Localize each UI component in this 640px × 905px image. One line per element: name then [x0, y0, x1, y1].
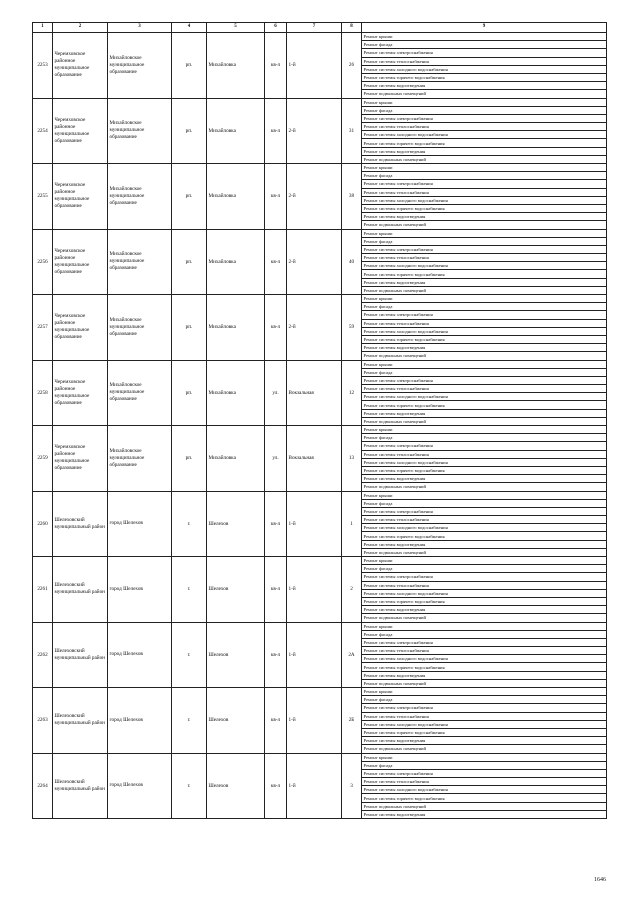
street-type: ул.: [265, 426, 287, 492]
work-type: Ремонт фасада: [362, 368, 607, 376]
work-type: Ремонт системы холодного водоснабжения: [362, 262, 607, 270]
record-number: 2255: [33, 164, 53, 230]
header-cell: 5: [207, 23, 265, 33]
work-type: Ремонт системы горячего водоснабжения: [362, 597, 607, 605]
work-type: Ремонт крыши: [362, 360, 607, 368]
work-type: Ремонт фасада: [362, 696, 607, 704]
table-row: [33, 753, 607, 761]
table-row: [33, 688, 607, 696]
record-number: 2260: [33, 491, 53, 557]
work-type: Ремонт системы горячего водоснабжения: [362, 139, 607, 147]
work-type: Ремонт подвальных помещений: [362, 221, 607, 229]
work-type: Ремонт системы теплоснабжения: [362, 516, 607, 524]
work-type: Ремонт системы холодного водоснабжения: [362, 393, 607, 401]
house-number: 3: [342, 753, 362, 819]
work-type: Ремонт подвальных помещений: [362, 286, 607, 294]
settlement-name: Михайловское муниципальное образование: [108, 164, 172, 230]
work-type: Ремонт системы водоотведения: [362, 409, 607, 417]
locality-name: Шелехов: [207, 753, 265, 819]
work-type: Ремонт фасада: [362, 499, 607, 507]
house-number: 1: [342, 491, 362, 557]
work-type: Ремонт системы водоотведения: [362, 278, 607, 286]
header-cell: 7: [287, 23, 342, 33]
locality-name: Михайловка: [207, 164, 265, 230]
work-type: Ремонт подвальных помещений: [362, 548, 607, 556]
district-name: Шелеховский муниципальный район: [53, 753, 108, 819]
locality-type: г.: [172, 622, 207, 688]
record-number: 2263: [33, 688, 53, 754]
header-cell: 6: [265, 23, 287, 33]
work-type: Ремонт системы горячего водоснабжения: [362, 663, 607, 671]
settlement-name: город Шелехов: [108, 622, 172, 688]
street-name: Вокзальная: [287, 360, 342, 426]
work-type: Ремонт системы электроснабжения: [362, 507, 607, 515]
work-type: Ремонт подвальных помещений: [362, 155, 607, 163]
work-type: Ремонт системы электроснабжения: [362, 114, 607, 122]
work-type: Ремонт подвальных помещений: [362, 417, 607, 425]
work-type: Ремонт системы горячего водоснабжения: [362, 204, 607, 212]
table-row: [33, 491, 607, 499]
record-number: 2253: [33, 33, 53, 99]
work-type: Ремонт фасада: [362, 172, 607, 180]
locality-name: Шелехов: [207, 688, 265, 754]
settlement-name: город Шелехов: [108, 753, 172, 819]
work-type: Ремонт системы водоотведения: [362, 475, 607, 483]
street-type: ул.: [265, 360, 287, 426]
work-type: Ремонт крыши: [362, 753, 607, 761]
house-number: 26: [342, 33, 362, 99]
record-number: 2257: [33, 295, 53, 361]
work-type: Ремонт системы холодного водоснабжения: [362, 196, 607, 204]
work-type: Ремонт системы горячего водоснабжения: [362, 401, 607, 409]
work-type: Ремонт системы водоотведения: [362, 147, 607, 155]
district-name: Черемховское районное муниципальное образование: [53, 229, 108, 295]
record-number: 2264: [33, 753, 53, 819]
work-type: Ремонт крыши: [362, 688, 607, 696]
locality-type: рп.: [172, 98, 207, 164]
header-cell: 8: [342, 23, 362, 33]
table-row: [33, 98, 607, 106]
house-number: 2Б: [342, 688, 362, 754]
work-type: Ремонт системы водоотведения: [362, 810, 607, 818]
locality-type: рп.: [172, 33, 207, 99]
settlement-name: Михайловское муниципальное образование: [108, 426, 172, 492]
header-cell: 3: [108, 23, 172, 33]
work-type: Ремонт системы холодного водоснабжения: [362, 524, 607, 532]
locality-type: г.: [172, 753, 207, 819]
work-type: Ремонт системы водоотведения: [362, 737, 607, 745]
house-number: 2А: [342, 622, 362, 688]
work-type: Ремонт крыши: [362, 491, 607, 499]
street-name: 1-й: [287, 557, 342, 623]
work-type: Ремонт подвальных помещений: [362, 614, 607, 622]
street-name: 2-й: [287, 229, 342, 295]
work-type: Ремонт фасада: [362, 237, 607, 245]
street-name: 2-й: [287, 164, 342, 230]
work-type: Ремонт системы теплоснабжения: [362, 712, 607, 720]
work-type: Ремонт системы электроснабжения: [362, 376, 607, 384]
work-type: Ремонт системы теплоснабжения: [362, 647, 607, 655]
locality-name: Шелехов: [207, 491, 265, 557]
work-type: Ремонт системы теплоснабжения: [362, 57, 607, 65]
work-type: Ремонт крыши: [362, 164, 607, 172]
record-number: 2261: [33, 557, 53, 623]
work-type: Ремонт системы теплоснабжения: [362, 385, 607, 393]
street-type: кв-л: [265, 622, 287, 688]
work-type: Ремонт системы теплоснабжения: [362, 188, 607, 196]
locality-name: Михайловка: [207, 295, 265, 361]
locality-type: рп.: [172, 295, 207, 361]
header-cell: 2: [53, 23, 108, 33]
work-type: Ремонт системы электроснабжения: [362, 49, 607, 57]
work-type: Ремонт системы теплоснабжения: [362, 581, 607, 589]
work-type: Ремонт системы холодного водоснабжения: [362, 720, 607, 728]
locality-type: рп.: [172, 229, 207, 295]
street-type: кв-л: [265, 98, 287, 164]
house-number: 38: [342, 164, 362, 230]
district-name: Шелеховский муниципальный район: [53, 491, 108, 557]
district-name: Черемховское районное муниципальное образование: [53, 295, 108, 361]
house-number: 13: [342, 426, 362, 492]
district-name: Шелеховский муниципальный район: [53, 557, 108, 623]
street-type: кв-л: [265, 164, 287, 230]
table-row: [33, 229, 607, 237]
locality-name: Шелехов: [207, 557, 265, 623]
work-type: Ремонт крыши: [362, 557, 607, 565]
district-name: Черемховское районное муниципальное образование: [53, 426, 108, 492]
work-type: Ремонт фасада: [362, 303, 607, 311]
work-type: Ремонт фасада: [362, 41, 607, 49]
street-name: 1-й: [287, 753, 342, 819]
work-type: Ремонт фасада: [362, 434, 607, 442]
district-name: Черемховское районное муниципальное образование: [53, 33, 108, 99]
district-name: Черемховское районное муниципальное образование: [53, 98, 108, 164]
house-number: 31: [342, 98, 362, 164]
work-type: Ремонт системы электроснабжения: [362, 245, 607, 253]
record-number: 2262: [33, 622, 53, 688]
work-type: Ремонт системы водоотведения: [362, 344, 607, 352]
work-type: Ремонт системы горячего водоснабжения: [362, 335, 607, 343]
locality-type: рп.: [172, 360, 207, 426]
street-type: кв-л: [265, 688, 287, 754]
street-name: 1-й: [287, 33, 342, 99]
work-type: Ремонт системы холодного водоснабжения: [362, 131, 607, 139]
work-type: Ремонт подвальных помещений: [362, 483, 607, 491]
locality-name: Михайловка: [207, 229, 265, 295]
work-type: Ремонт системы теплоснабжения: [362, 254, 607, 262]
district-name: Черемховское районное муниципальное образование: [53, 360, 108, 426]
work-type: Ремонт системы электроснабжения: [362, 180, 607, 188]
district-name: Шелеховский муниципальный район: [53, 622, 108, 688]
work-type: Ремонт крыши: [362, 622, 607, 630]
locality-name: Михайловка: [207, 98, 265, 164]
street-type: кв-л: [265, 33, 287, 99]
locality-type: рп.: [172, 164, 207, 230]
work-type: Ремонт системы водоотведения: [362, 606, 607, 614]
work-type: Ремонт подвальных помещений: [362, 802, 607, 810]
settlement-name: город Шелехов: [108, 491, 172, 557]
work-type: Ремонт подвальных помещений: [362, 90, 607, 98]
table-row: [33, 557, 607, 565]
street-name: 2-й: [287, 98, 342, 164]
locality-name: Михайловка: [207, 426, 265, 492]
street-type: кв-л: [265, 229, 287, 295]
work-type: Ремонт крыши: [362, 229, 607, 237]
work-type: Ремонт фасада: [362, 761, 607, 769]
street-name: 1-й: [287, 622, 342, 688]
table-row: [33, 33, 607, 41]
settlement-name: Михайловское муниципальное образование: [108, 33, 172, 99]
work-type: Ремонт системы горячего водоснабжения: [362, 466, 607, 474]
work-type: Ремонт крыши: [362, 98, 607, 106]
street-type: кв-л: [265, 753, 287, 819]
record-number: 2259: [33, 426, 53, 492]
work-type: Ремонт системы водоотведения: [362, 82, 607, 90]
work-type: Ремонт системы электроснабжения: [362, 311, 607, 319]
work-type: Ремонт системы холодного водоснабжения: [362, 589, 607, 597]
work-type: Ремонт системы горячего водоснабжения: [362, 794, 607, 802]
work-type: Ремонт системы теплоснабжения: [362, 450, 607, 458]
street-name: 2-й: [287, 295, 342, 361]
street-type: кв-л: [265, 557, 287, 623]
house-number: 59: [342, 295, 362, 361]
locality-name: Михайловка: [207, 33, 265, 99]
settlement-name: Михайловское муниципальное образование: [108, 229, 172, 295]
locality-name: Шелехов: [207, 622, 265, 688]
record-number: 2256: [33, 229, 53, 295]
work-type: Ремонт системы теплоснабжения: [362, 123, 607, 131]
work-type: Ремонт крыши: [362, 295, 607, 303]
work-type: Ремонт системы водоотведения: [362, 671, 607, 679]
table-row: [33, 164, 607, 172]
street-type: кв-л: [265, 295, 287, 361]
work-type: Ремонт системы электроснабжения: [362, 638, 607, 646]
work-type: Ремонт системы горячего водоснабжения: [362, 73, 607, 81]
work-type: Ремонт системы теплоснабжения: [362, 319, 607, 327]
house-number: 12: [342, 360, 362, 426]
settlement-name: город Шелехов: [108, 557, 172, 623]
house-number: 2: [342, 557, 362, 623]
header-cell: 4: [172, 23, 207, 33]
header-cell: 1: [33, 23, 53, 33]
record-number: 2258: [33, 360, 53, 426]
street-name: Вокзальная: [287, 426, 342, 492]
work-type: Ремонт системы водоотведения: [362, 213, 607, 221]
header-row: [33, 23, 607, 33]
work-type: Ремонт системы горячего водоснабжения: [362, 532, 607, 540]
work-type: Ремонт системы холодного водоснабжения: [362, 65, 607, 73]
locality-type: г.: [172, 688, 207, 754]
work-type: Ремонт системы электроснабжения: [362, 573, 607, 581]
work-type: Ремонт подвальных помещений: [362, 745, 607, 753]
work-type: Ремонт фасада: [362, 565, 607, 573]
table-row: [33, 622, 607, 630]
work-type: Ремонт крыши: [362, 33, 607, 41]
street-type: кв-л: [265, 491, 287, 557]
work-type: Ремонт системы электроснабжения: [362, 442, 607, 450]
work-type: Ремонт системы холодного водоснабжения: [362, 655, 607, 663]
work-type: Ремонт системы электроснабжения: [362, 769, 607, 777]
settlement-name: город Шелехов: [108, 688, 172, 754]
page-number: 1646: [594, 877, 606, 883]
locality-type: рп.: [172, 426, 207, 492]
district-name: Шелеховский муниципальный район: [53, 688, 108, 754]
house-number: 40: [342, 229, 362, 295]
work-type: Ремонт системы теплоснабжения: [362, 778, 607, 786]
street-name: 1-й: [287, 491, 342, 557]
header-cell: 9: [362, 23, 607, 33]
record-number: 2254: [33, 98, 53, 164]
locality-type: г.: [172, 557, 207, 623]
table-body: [33, 33, 607, 819]
work-type: Ремонт системы холодного водоснабжения: [362, 458, 607, 466]
settlement-name: Михайловское муниципальное образование: [108, 98, 172, 164]
district-name: Черемховское районное муниципальное образование: [53, 164, 108, 230]
work-type: Ремонт системы электроснабжения: [362, 704, 607, 712]
work-type: Ремонт подвальных помещений: [362, 352, 607, 360]
locality-name: Михайловка: [207, 360, 265, 426]
settlement-name: Михайловское муниципальное образование: [108, 295, 172, 361]
work-type: Ремонт системы горячего водоснабжения: [362, 270, 607, 278]
table-row: [33, 426, 607, 434]
work-type: Ремонт крыши: [362, 426, 607, 434]
work-type: Ремонт системы водоотведения: [362, 540, 607, 548]
work-type: Ремонт системы горячего водоснабжения: [362, 728, 607, 736]
locality-type: г.: [172, 491, 207, 557]
table-row: [33, 360, 607, 368]
table-row: [33, 295, 607, 303]
work-type: Ремонт фасада: [362, 630, 607, 638]
work-type: Ремонт системы холодного водоснабжения: [362, 327, 607, 335]
work-type: Ремонт фасада: [362, 106, 607, 114]
settlement-name: Михайловское муниципальное образование: [108, 360, 172, 426]
street-name: 1-й: [287, 688, 342, 754]
work-type: Ремонт системы холодного водоснабжения: [362, 786, 607, 794]
work-type: Ремонт подвальных помещений: [362, 679, 607, 687]
repair-program-table: [32, 22, 607, 819]
